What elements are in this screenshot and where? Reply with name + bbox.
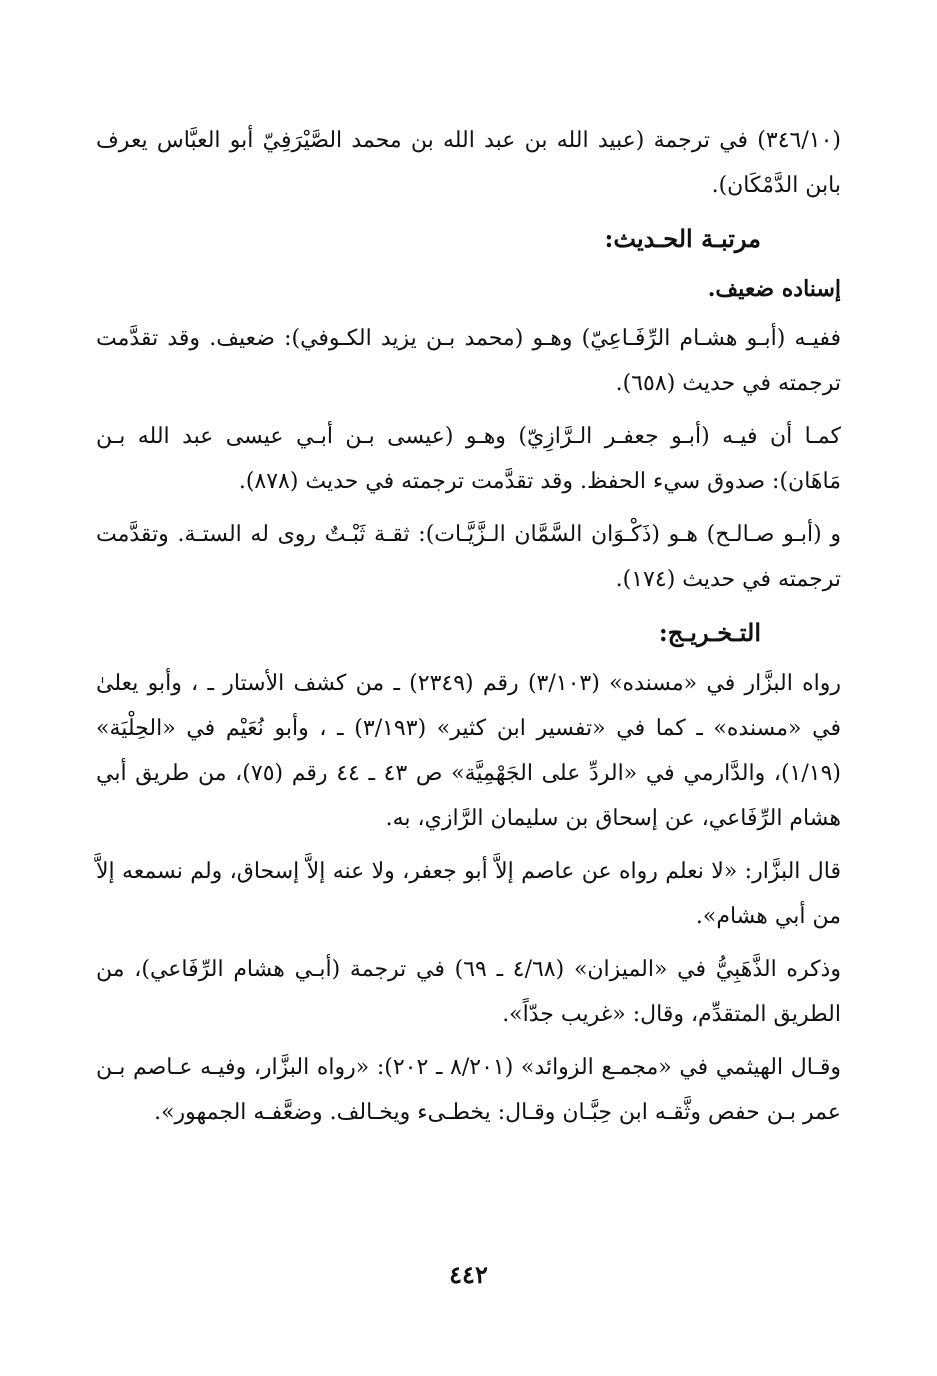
- takhrij-paragraph: قال البزَّار: «لا نعلم رواه عن عاصم إلاَّ أبو جعفر، ولا عنه إلاَّ إسحاق، ولم نسمعه إلاَّ من أبي هشام».: [96, 859, 841, 929]
- page-number: ٤٤٢: [449, 1260, 488, 1289]
- takhrij-paragraph: رواه البزَّار في «مسنده» (٣/١٠٣) رقم (٢٣٤٩) ـ من كشف الأستار ـ ، وأبو يعلىٰ في «مسنده» ـ كما في «تفسير ابن كثير» (٣/١٩٣) ـ ، وأبو نُعَيْم في «الحِلْيَة» (١/١٩)، والدَّارمي في «الردِّ على الجَهْمِيَّة» ص ٤٣ ـ ٤٤ رقم (٧٥)، من طريق أبي هشام الرِّفَاعي، عن إسحاق بن سليمان الرَّازي، به.: [96, 671, 842, 831]
- grade-paragraph: ففيـه (أبـو هشـام الرِّفَـاعِيّ) وهـو (محمد بـن يزيد الكـوفي): ضعيف. وقد تقدَّمت ترجمته في حديث (٦٥٨).: [96, 326, 841, 396]
- intro-paragraph: (٣٤٦/١٠) في ترجمة (عبيد الله بن عبد الله بن محمد الصَّيْرَفِيّ أبو العبَّاس يعرف بابن الدَّمْكَان).: [96, 128, 841, 198]
- section-heading-grade: مرتبـة الحـديث:: [604, 224, 761, 253]
- grade-paragraph: كمـا أن فيـه (أبـو جعفـر الـرَّازِيّ) وهـو (عيسى بـن أبـي عيسى عبد الله بـن مَاهَان): صدوق سيء الحفظ. وقد تقدَّمت ترجمته في حديث (٨٧٨).: [96, 424, 841, 494]
- grade-verdict: إسناده ضعيف.: [707, 276, 841, 302]
- grade-paragraph: و (أبـو صـالـح) هـو (ذَكْـوَان السَّمَّان الـزَّيَّـات): ثقـة ثَبْـتٌ روى له الستـة. وتقدَّمت ترجمته في حديث (١٧٤).: [96, 522, 841, 592]
- takhrij-paragraph: وقـال الهيثمي في «مجمـع الزوائد» (٨/٢٠١ ـ ٢٠٢): «رواه البزَّار، وفيـه عـاصم بـن عمر بـن حفص وثَّقـه ابن حِبَّـان وقـال: يخطـىء ويخـالف. وضعَّفـه الجمهور».: [96, 1055, 842, 1125]
- takhrij-paragraph: وذكره الذَّهَبِيُّ في «الميزان» (٤/٦٨ ـ ٦٩) في ترجمة (أبـي هشام الرِّفَاعي)، من الطريق المتقدِّم، وقال: «غريب جدّاً».: [96, 957, 841, 1027]
- page-body: [96, 118, 841, 1143]
- section-heading-takhrij: التـخـريـج:: [658, 618, 761, 647]
